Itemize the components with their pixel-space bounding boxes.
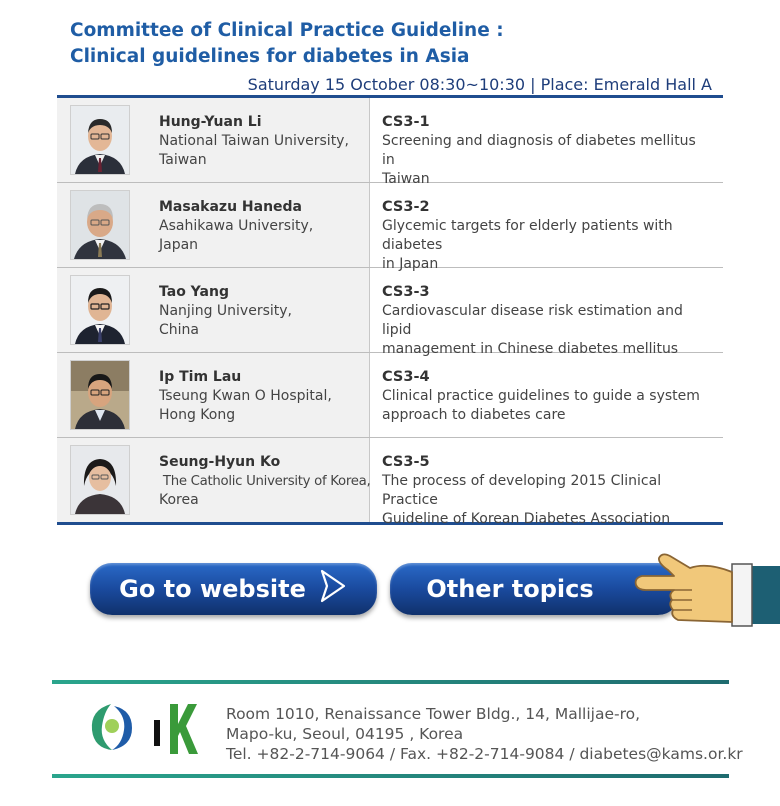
- other-topics-label: Other topics: [426, 575, 594, 603]
- topic-cell: [382, 283, 713, 359]
- speaker-info: [159, 198, 364, 255]
- topic-line: Cardiovascular disease risk estimation and lipid: [382, 303, 683, 338]
- topic-line: Glycemic targets for elderly patients with diabetes: [382, 218, 673, 253]
- research-foundation-logo: [82, 696, 140, 763]
- speaker-country: Hong Kong: [159, 407, 236, 423]
- go-to-website-button[interactable]: [90, 563, 377, 615]
- chevron-right-icon: [318, 569, 348, 609]
- title-line-1: Committee of Clinical Practice Guideline :: [70, 20, 504, 41]
- table-row: [57, 98, 723, 187]
- speaker-name: Seung-Hyun Ko: [159, 454, 281, 470]
- topic-cell: [382, 368, 713, 425]
- speaker-country: Taiwan: [159, 152, 207, 168]
- speaker-info: [159, 453, 371, 510]
- korean-diabetes-association-logo: [148, 700, 204, 763]
- address-line-2: Mapo-ku, Seoul, 04195 , Korea: [226, 725, 464, 743]
- topic-line: Screening and diagnosis of diabetes mellitus in: [382, 133, 696, 168]
- topic-line: Guideline of Korean Diabetes Association: [382, 511, 671, 527]
- speaker-photo: [70, 445, 130, 515]
- speaker-name: Ip Tim Lau: [159, 369, 242, 385]
- speaker-affiliation: Asahikawa University,: [159, 218, 314, 234]
- session-code: CS3-1: [382, 114, 430, 130]
- contact-line: Tel. +82-2-714-9064 / Fax. +82-2-714-9084 / diabetes@kams.or.kr: [226, 745, 743, 763]
- go-to-website-label: Go to website: [119, 575, 306, 603]
- speaker-affiliation: Tseung Kwan O Hospital,: [159, 388, 332, 404]
- speaker-affiliation: Nanjing University,: [159, 303, 292, 319]
- topic-cell: [382, 198, 713, 274]
- topic-line: approach to diabetes care: [382, 407, 566, 423]
- speaker-info: [159, 283, 364, 340]
- footer-divider-bottom: [52, 774, 729, 778]
- session-code: CS3-3: [382, 284, 430, 300]
- speaker-country: Korea: [159, 492, 199, 508]
- address-line-1: Room 1010, Renaissance Tower Bldg., 14, Mallijae-ro,: [226, 705, 641, 723]
- page-title: [70, 18, 504, 70]
- speaker-photo: [70, 275, 130, 345]
- session-table: [57, 95, 723, 525]
- topic-line: in Japan: [382, 256, 439, 272]
- topic-line: Clinical practice guidelines to guide a system: [382, 388, 700, 404]
- speaker-name: Masakazu Haneda: [159, 199, 303, 215]
- speaker-cell: [57, 98, 370, 182]
- footer-divider-top: [52, 680, 729, 684]
- footer-address: [226, 704, 743, 764]
- title-line-2: Clinical guidelines for diabetes in Asia: [70, 46, 470, 67]
- topic-cell: [382, 453, 713, 529]
- pointing-hand-icon: [612, 552, 780, 637]
- speaker-affiliation: The Catholic University of Korea,: [159, 474, 371, 489]
- speaker-info: [159, 368, 364, 425]
- speaker-country: China: [159, 322, 199, 338]
- topic-line: Taiwan: [382, 171, 430, 187]
- session-info: Saturday 15 October 08:30~10:30 | Place: Emerald Hall A: [247, 75, 712, 94]
- speaker-affiliation: National Taiwan University,: [159, 133, 349, 149]
- session-code: CS3-5: [382, 454, 430, 470]
- speaker-photo: [70, 105, 130, 175]
- table-row: [57, 353, 723, 438]
- speaker-cell: [57, 268, 370, 352]
- speaker-photo: [70, 190, 130, 260]
- session-code: CS3-2: [382, 199, 430, 215]
- table-row: [57, 438, 723, 527]
- speaker-country: Japan: [159, 237, 199, 253]
- topic-line: management in Chinese diabetes mellitus: [382, 341, 679, 357]
- speaker-cell: [57, 353, 370, 437]
- topic-cell: [382, 113, 713, 189]
- speaker-name: Tao Yang: [159, 284, 229, 300]
- speaker-info: [159, 113, 364, 170]
- speaker-photo: [70, 360, 130, 430]
- table-row: [57, 183, 723, 272]
- speaker-name: Hung-Yuan Li: [159, 114, 262, 130]
- session-code: CS3-4: [382, 369, 430, 385]
- topic-line: The process of developing 2015 Clinical Practice: [382, 473, 662, 508]
- table-row: [57, 268, 723, 357]
- speaker-cell: [57, 438, 370, 522]
- speaker-cell: [57, 183, 370, 267]
